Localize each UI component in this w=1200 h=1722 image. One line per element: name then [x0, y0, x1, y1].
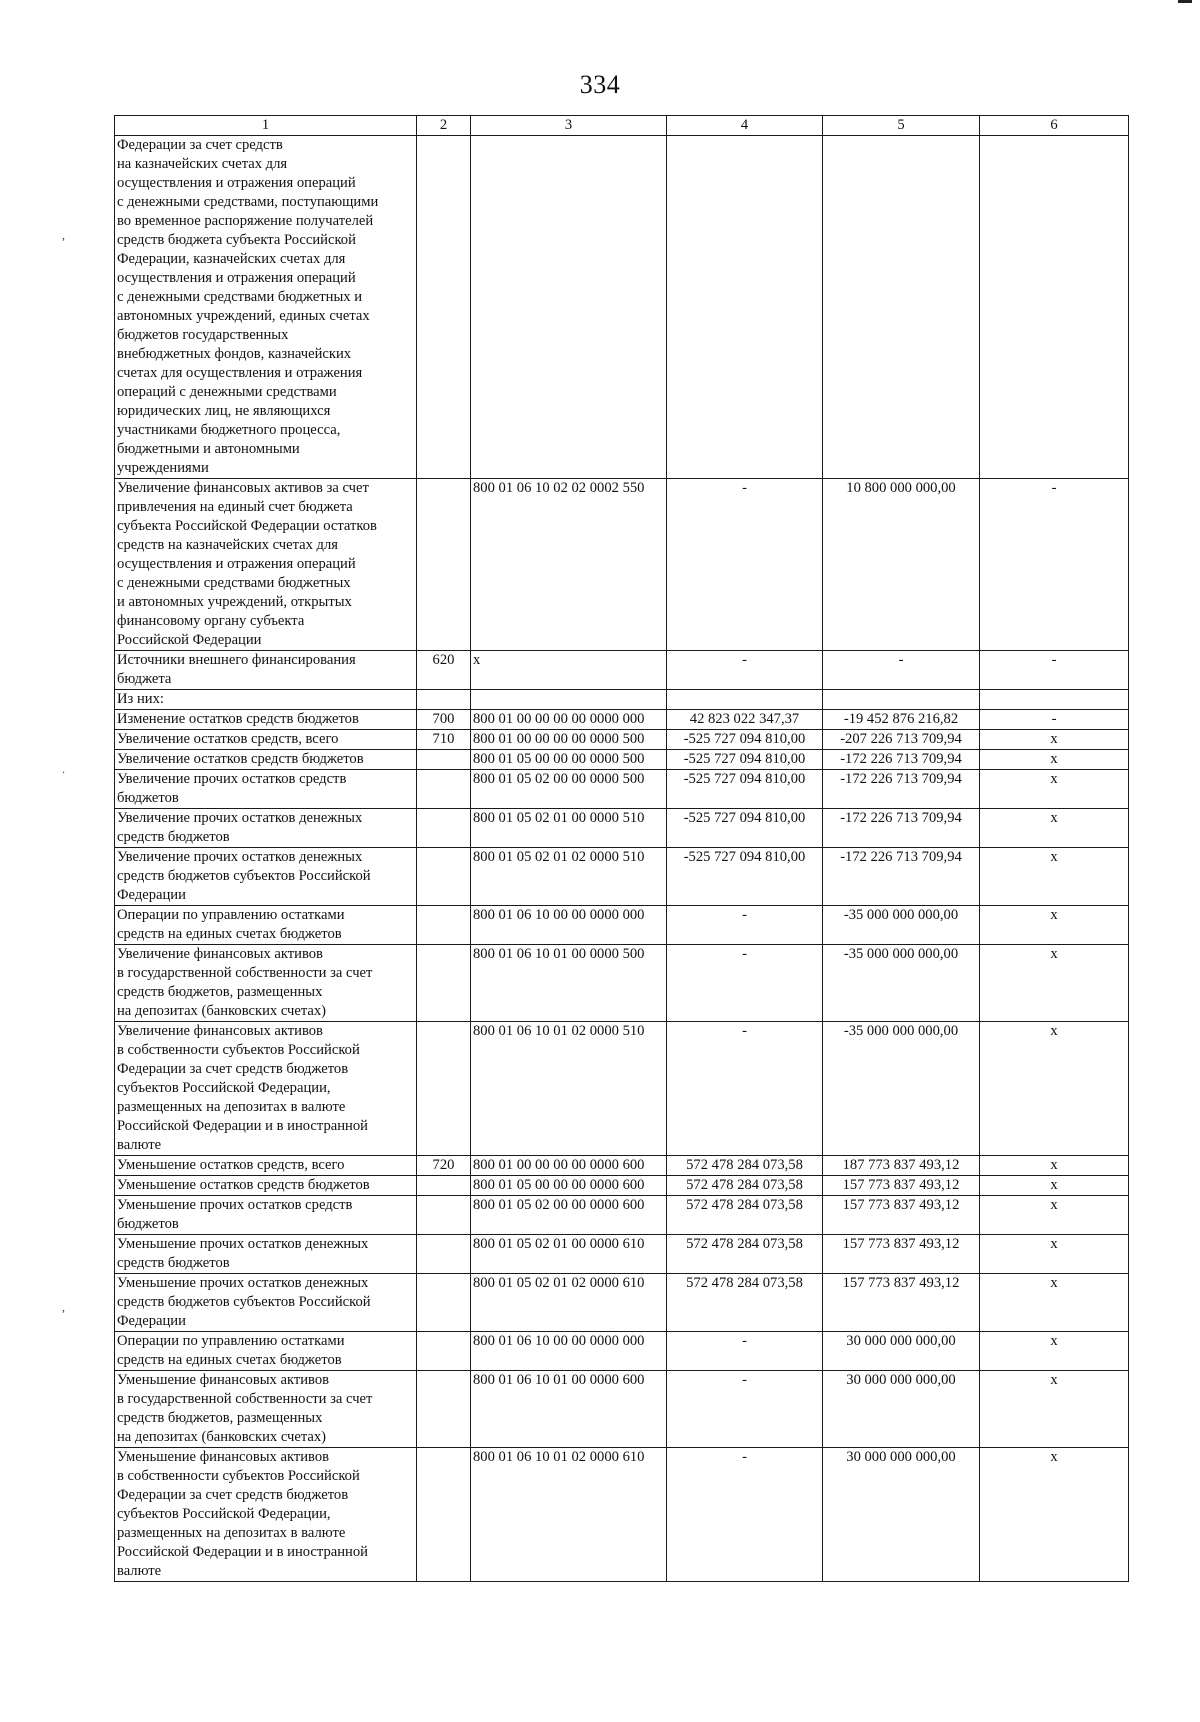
- executed-amount-cell: -172 226 713 709,94: [823, 750, 980, 770]
- table-row: [115, 750, 1129, 770]
- line-code-cell: [417, 1448, 471, 1582]
- approved-amount-cell: -525 727 094 810,00: [667, 770, 823, 809]
- executed-amount-cell: 187 773 837 493,12: [823, 1156, 980, 1176]
- line-code-cell: [417, 945, 471, 1022]
- row-name-cell: Увеличение прочих остатков денежных средств бюджетов: [115, 809, 417, 848]
- row-name-cell: Увеличение прочих остатков средств бюджетов: [115, 770, 417, 809]
- table-row: [115, 1156, 1129, 1176]
- table-row: [115, 809, 1129, 848]
- row-name-cell: Увеличение прочих остатков денежных средств бюджетов субъектов Российской Федерации: [115, 848, 417, 906]
- budget-code-cell: 800 01 06 10 00 00 0000 000: [471, 906, 667, 945]
- approved-amount-cell: -: [667, 1332, 823, 1371]
- approved-amount-cell: -: [667, 479, 823, 651]
- row-name-cell: Увеличение остатков средств, всего: [115, 730, 417, 750]
- approved-amount-cell: -: [667, 1448, 823, 1582]
- budget-code-cell: 800 01 06 10 02 02 0002 550: [471, 479, 667, 651]
- row-name-cell: Увеличение финансовых активов в собственности субъектов Российской Федерации за счет средств бюджетов субъектов Российской Федерации, размещенных на депозитах в валюте Российской Федерации и в иностранной валюте: [115, 1022, 417, 1156]
- row-name-cell: Операции по управлению остатками средств на единых счетах бюджетов: [115, 1332, 417, 1371]
- table-row: [115, 690, 1129, 710]
- column-6-cell: x: [980, 1196, 1129, 1235]
- column-6-cell: x: [980, 1176, 1129, 1196]
- table-row: [115, 1274, 1129, 1332]
- table-row: [115, 651, 1129, 690]
- approved-amount-cell: 572 478 284 073,58: [667, 1274, 823, 1332]
- row-name-cell: Увеличение финансовых активов в государственной собственности за счет средств бюджетов, размещенных на депозитах (банковских счетах): [115, 945, 417, 1022]
- row-name-cell: Федерации за счет средств на казначейских счетах для осуществления и отражения операций с денежными средствами, поступающими во временное распоряжение получателей средств бюджета субъекта Российской Федерации, казначейских счетах для осуществления и отражения операций с денежными средствами бюджетных и автономных учреждений, единых счетах бюджетов государственных внебюджетных фондов, казначейских счетах для осуществления и отражения операций с денежными средствами юридических лиц, не являющихся участниками бюджетного процесса, бюджетными и автономными учреждениями: [115, 136, 417, 479]
- row-name-cell: Операции по управлению остатками средств на единых счетах бюджетов: [115, 906, 417, 945]
- column-6-cell: x: [980, 1022, 1129, 1156]
- table-row: [115, 1371, 1129, 1448]
- column-6-cell: x: [980, 1448, 1129, 1582]
- row-name-cell: Уменьшение остатков средств, всего: [115, 1156, 417, 1176]
- column-6-cell: -: [980, 651, 1129, 690]
- executed-amount-cell: 10 800 000 000,00: [823, 479, 980, 651]
- approved-amount-cell: [667, 690, 823, 710]
- column-6-cell: x: [980, 906, 1129, 945]
- budget-code-cell: 800 01 05 02 01 02 0000 610: [471, 1274, 667, 1332]
- line-code-cell: [417, 770, 471, 809]
- budget-code-cell: 800 01 00 00 00 00 0000 500: [471, 730, 667, 750]
- budget-code-cell: 800 01 00 00 00 00 0000 600: [471, 1156, 667, 1176]
- column-header-1: 1: [115, 116, 417, 136]
- column-6-cell: x: [980, 750, 1129, 770]
- column-6-cell: x: [980, 945, 1129, 1022]
- executed-amount-cell: [823, 136, 980, 479]
- column-6-cell: x: [980, 1332, 1129, 1371]
- approved-amount-cell: -525 727 094 810,00: [667, 848, 823, 906]
- executed-amount-cell: 157 773 837 493,12: [823, 1176, 980, 1196]
- row-name-cell: Уменьшение финансовых активов в государственной собственности за счет средств бюджетов, размещенных на депозитах (банковских счетах): [115, 1371, 417, 1448]
- budget-code-cell: 800 01 05 00 00 00 0000 600: [471, 1176, 667, 1196]
- line-code-cell: [417, 690, 471, 710]
- column-header-4: 4: [667, 116, 823, 136]
- line-code-cell: [417, 906, 471, 945]
- line-code-cell: [417, 1332, 471, 1371]
- row-name-cell: Уменьшение финансовых активов в собственности субъектов Российской Федерации за счет средств бюджетов субъектов Российской Федерации, размещенных на депозитах в валюте Российской Федерации и в иностранной валюте: [115, 1448, 417, 1582]
- line-code-cell: [417, 479, 471, 651]
- row-name-cell: Увеличение остатков средств бюджетов: [115, 750, 417, 770]
- table-row: [115, 136, 1129, 479]
- table-row: [115, 1176, 1129, 1196]
- table-row: [115, 906, 1129, 945]
- line-code-cell: 700: [417, 710, 471, 730]
- executed-amount-cell: 30 000 000 000,00: [823, 1448, 980, 1582]
- column-6-cell: x: [980, 1235, 1129, 1274]
- line-code-cell: [417, 136, 471, 479]
- budget-code-cell: x: [471, 651, 667, 690]
- margin-tick: ,: [62, 1300, 65, 1314]
- approved-amount-cell: 572 478 284 073,58: [667, 1196, 823, 1235]
- approved-amount-cell: -525 727 094 810,00: [667, 730, 823, 750]
- line-code-cell: [417, 750, 471, 770]
- approved-amount-cell: 572 478 284 073,58: [667, 1235, 823, 1274]
- line-code-cell: [417, 848, 471, 906]
- budget-code-cell: 800 01 06 10 01 00 0000 600: [471, 1371, 667, 1448]
- line-code-cell: 720: [417, 1156, 471, 1176]
- row-name-cell: Увеличение финансовых активов за счет привлечения на единый счет бюджета субъекта Российской Федерации остатков средств на казначейских счетах для осуществления и отражения операций с денежными средствами бюджетных и автономных учреждений, открытых финансовому органу субъекта Российской Федерации: [115, 479, 417, 651]
- budget-code-cell: [471, 690, 667, 710]
- executed-amount-cell: -35 000 000 000,00: [823, 906, 980, 945]
- column-header-5: 5: [823, 116, 980, 136]
- budget-code-cell: 800 01 05 02 01 02 0000 510: [471, 848, 667, 906]
- row-name-cell: Уменьшение прочих остатков денежных средств бюджетов: [115, 1235, 417, 1274]
- table-row: [115, 1332, 1129, 1371]
- executed-amount-cell: -35 000 000 000,00: [823, 1022, 980, 1156]
- column-header-6: 6: [980, 116, 1129, 136]
- table-row: [115, 848, 1129, 906]
- table-row: [115, 479, 1129, 651]
- executed-amount-cell: 157 773 837 493,12: [823, 1274, 980, 1332]
- approved-amount-cell: -: [667, 945, 823, 1022]
- line-code-cell: 710: [417, 730, 471, 750]
- table-row: [115, 1022, 1129, 1156]
- row-name-cell: Уменьшение прочих остатков денежных средств бюджетов субъектов Российской Федерации: [115, 1274, 417, 1332]
- row-name-cell: Изменение остатков средств бюджетов: [115, 710, 417, 730]
- approved-amount-cell: [667, 136, 823, 479]
- budget-code-cell: 800 01 06 10 01 02 0000 610: [471, 1448, 667, 1582]
- line-code-cell: [417, 1371, 471, 1448]
- table-row: [115, 1196, 1129, 1235]
- table-row: [115, 710, 1129, 730]
- executed-amount-cell: -172 226 713 709,94: [823, 809, 980, 848]
- budget-code-cell: 800 01 05 02 01 00 0000 610: [471, 1235, 667, 1274]
- line-code-cell: [417, 1176, 471, 1196]
- approved-amount-cell: -: [667, 1371, 823, 1448]
- budget-code-cell: 800 01 05 02 00 00 0000 500: [471, 770, 667, 809]
- scan-corner-mark: [1178, 0, 1192, 3]
- margin-tick: .: [62, 762, 65, 776]
- approved-amount-cell: -525 727 094 810,00: [667, 809, 823, 848]
- row-name-cell: Уменьшение остатков средств бюджетов: [115, 1176, 417, 1196]
- table-body: [115, 136, 1129, 1582]
- budget-code-cell: 800 01 00 00 00 00 0000 000: [471, 710, 667, 730]
- table-row: [115, 730, 1129, 750]
- table-row: [115, 1235, 1129, 1274]
- executed-amount-cell: [823, 690, 980, 710]
- header-row: [115, 116, 1129, 136]
- column-6-cell: x: [980, 848, 1129, 906]
- table-row: [115, 1448, 1129, 1582]
- budget-code-cell: 800 01 05 02 01 00 0000 510: [471, 809, 667, 848]
- executed-amount-cell: 30 000 000 000,00: [823, 1332, 980, 1371]
- column-6-cell: x: [980, 809, 1129, 848]
- line-code-cell: [417, 1235, 471, 1274]
- approved-amount-cell: -: [667, 651, 823, 690]
- executed-amount-cell: 157 773 837 493,12: [823, 1196, 980, 1235]
- executed-amount-cell: 30 000 000 000,00: [823, 1371, 980, 1448]
- budget-code-cell: [471, 136, 667, 479]
- column-6-cell: x: [980, 1274, 1129, 1332]
- column-6-cell: -: [980, 710, 1129, 730]
- column-6-cell: x: [980, 1156, 1129, 1176]
- budget-code-cell: 800 01 05 00 00 00 0000 500: [471, 750, 667, 770]
- row-name-cell: Источники внешнего финансирования бюджета: [115, 651, 417, 690]
- budget-code-cell: 800 01 06 10 01 02 0000 510: [471, 1022, 667, 1156]
- line-code-cell: [417, 1274, 471, 1332]
- column-header-3: 3: [471, 116, 667, 136]
- approved-amount-cell: 572 478 284 073,58: [667, 1176, 823, 1196]
- column-6-cell: -: [980, 479, 1129, 651]
- row-name-cell: Из них:: [115, 690, 417, 710]
- column-header-2: 2: [417, 116, 471, 136]
- budget-code-cell: 800 01 06 10 00 00 0000 000: [471, 1332, 667, 1371]
- table-row: [115, 945, 1129, 1022]
- page-number: 334: [579, 70, 621, 99]
- executed-amount-cell: -172 226 713 709,94: [823, 848, 980, 906]
- line-code-cell: 620: [417, 651, 471, 690]
- line-code-cell: [417, 1196, 471, 1235]
- table-row: [115, 770, 1129, 809]
- approved-amount-cell: 42 823 022 347,37: [667, 710, 823, 730]
- row-name-cell: Уменьшение прочих остатков средств бюджетов: [115, 1196, 417, 1235]
- executed-amount-cell: -172 226 713 709,94: [823, 770, 980, 809]
- executed-amount-cell: -19 452 876 216,82: [823, 710, 980, 730]
- column-6-cell: [980, 690, 1129, 710]
- approved-amount-cell: -525 727 094 810,00: [667, 750, 823, 770]
- margin-tick: ,: [62, 228, 65, 242]
- column-6-cell: [980, 136, 1129, 479]
- approved-amount-cell: -: [667, 906, 823, 945]
- executed-amount-cell: -207 226 713 709,94: [823, 730, 980, 750]
- executed-amount-cell: -: [823, 651, 980, 690]
- approved-amount-cell: -: [667, 1022, 823, 1156]
- executed-amount-cell: 157 773 837 493,12: [823, 1235, 980, 1274]
- approved-amount-cell: 572 478 284 073,58: [667, 1156, 823, 1176]
- executed-amount-cell: -35 000 000 000,00: [823, 945, 980, 1022]
- column-6-cell: x: [980, 730, 1129, 750]
- line-code-cell: [417, 809, 471, 848]
- budget-code-cell: 800 01 05 02 00 00 0000 600: [471, 1196, 667, 1235]
- column-6-cell: x: [980, 770, 1129, 809]
- line-code-cell: [417, 1022, 471, 1156]
- column-6-cell: x: [980, 1371, 1129, 1448]
- budget-code-cell: 800 01 06 10 01 00 0000 500: [471, 945, 667, 1022]
- sources-financing-table: [114, 115, 1129, 1582]
